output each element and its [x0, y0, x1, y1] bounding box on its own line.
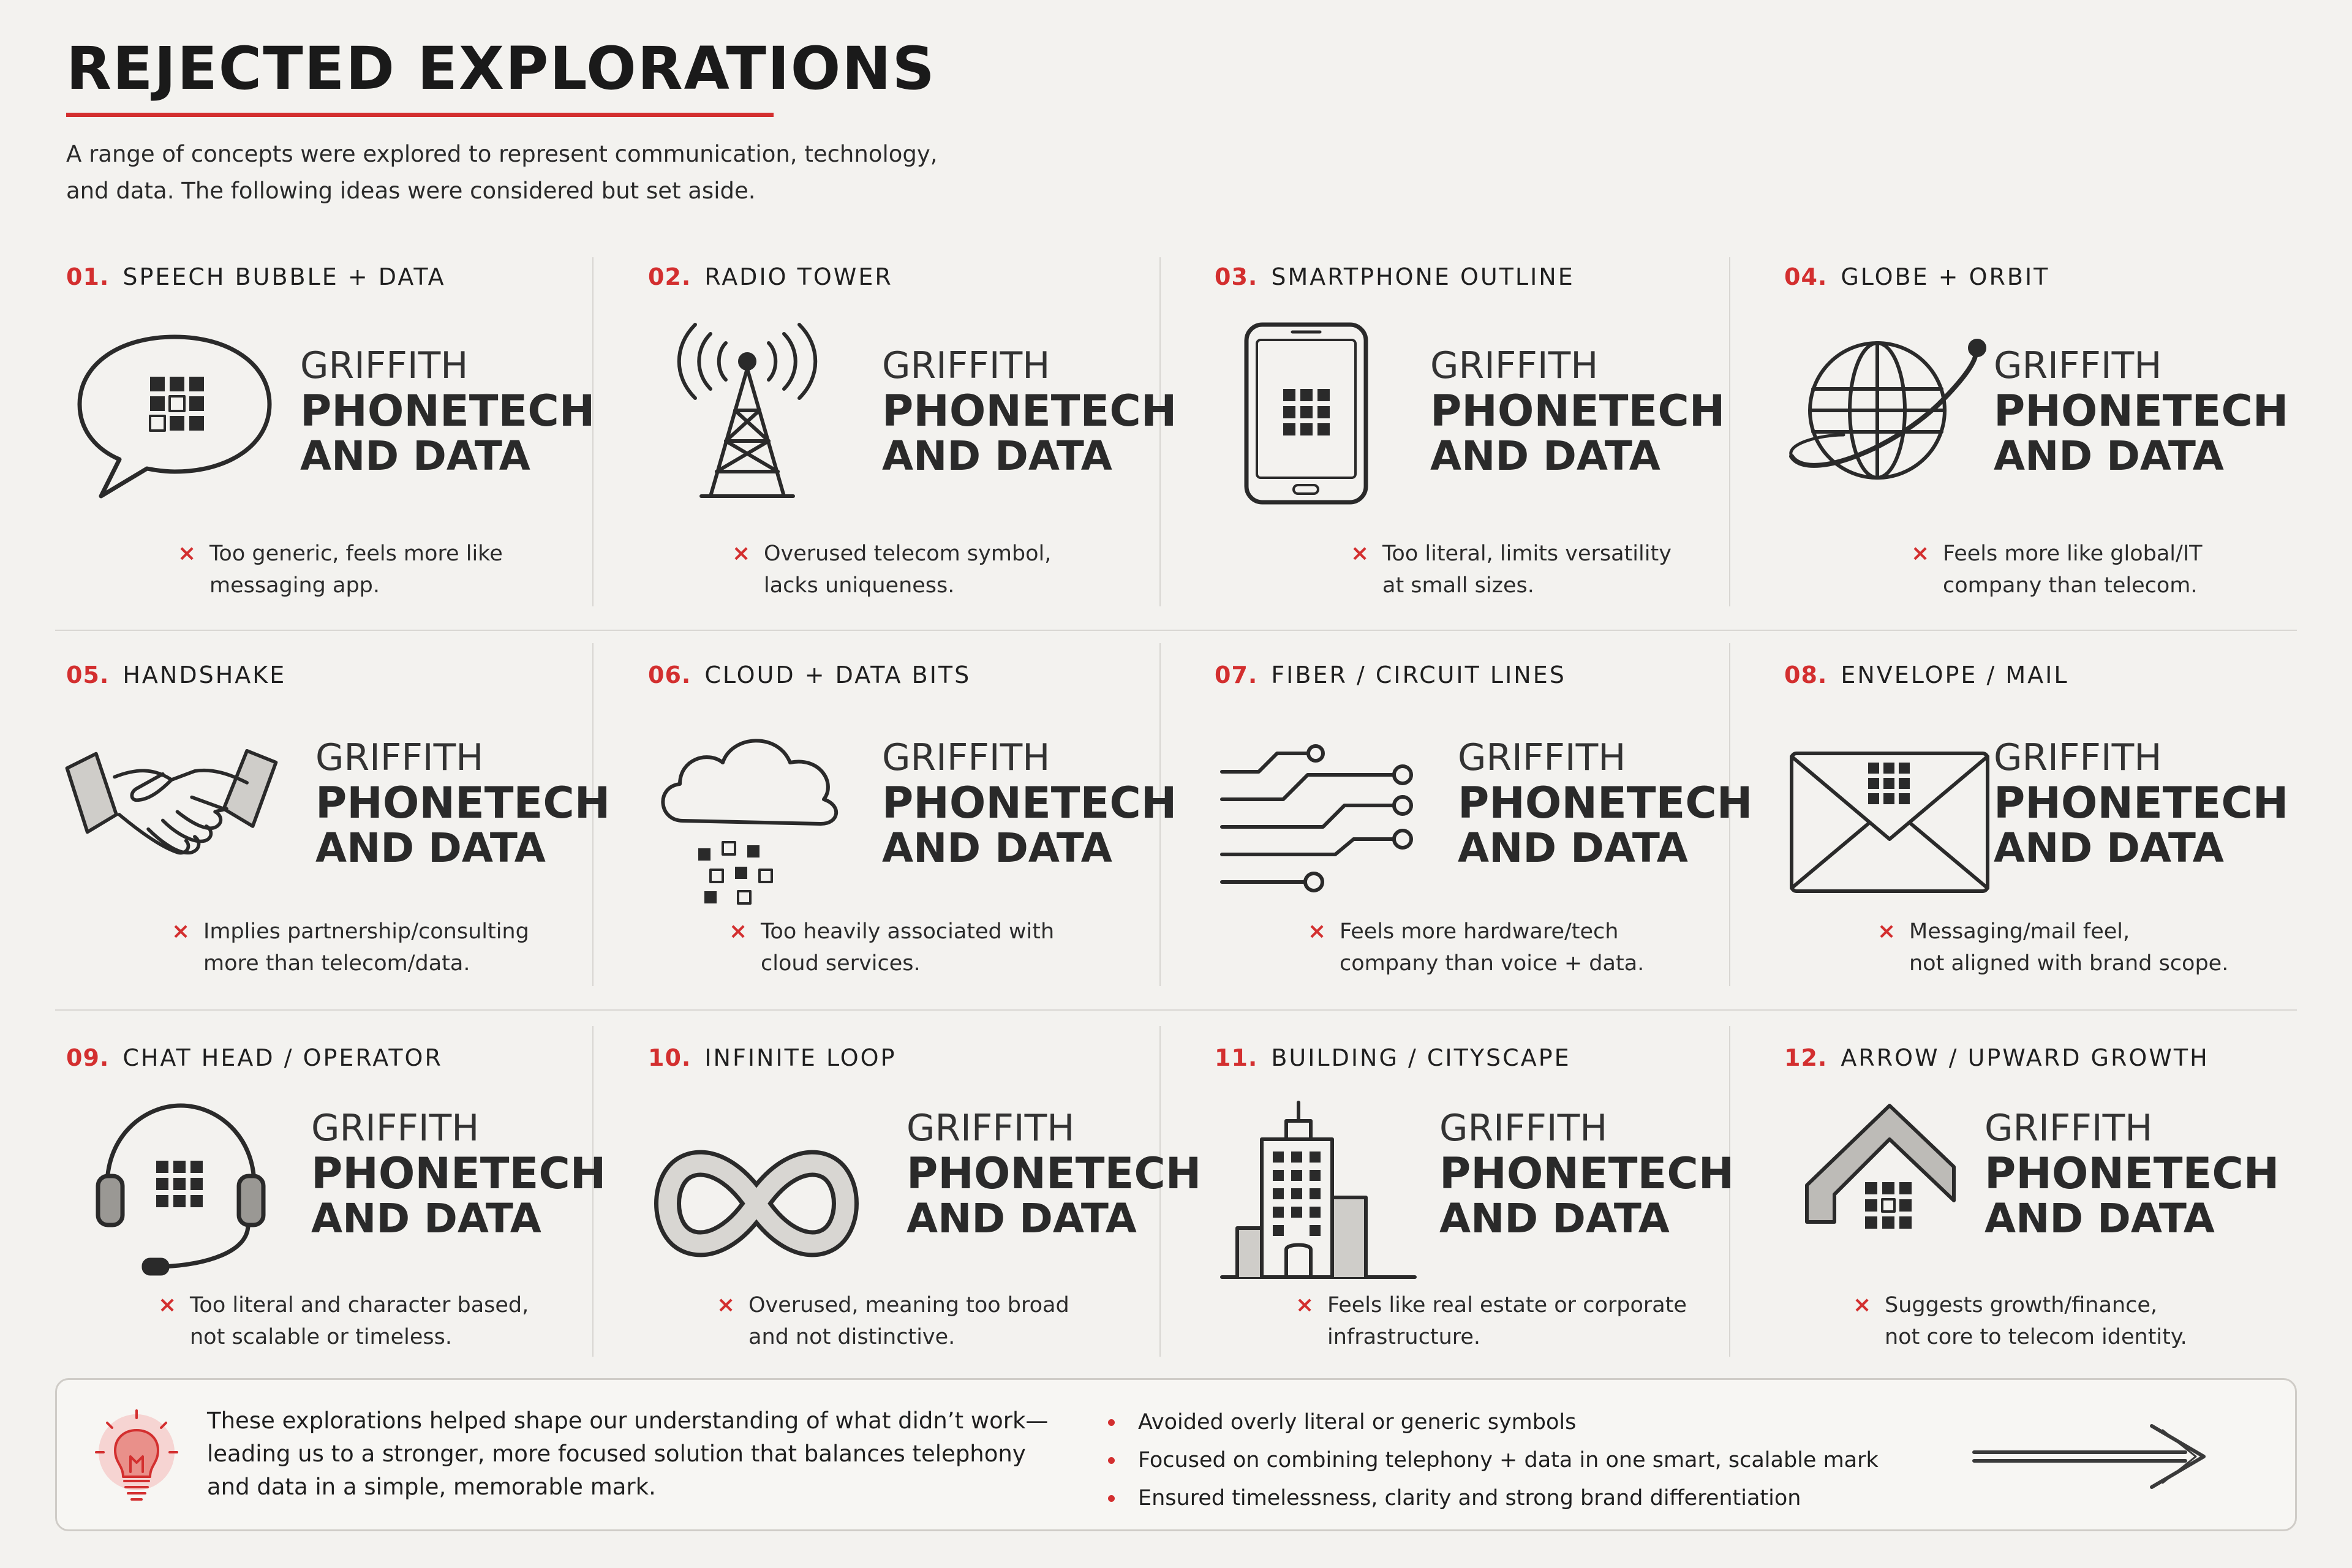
note-line-1: Overused telecom symbol,: [764, 541, 1052, 566]
reject-x-icon: ×: [1308, 919, 1327, 944]
reject-x-icon: ×: [1853, 1292, 1872, 1317]
brand-line-2: PHONETECH: [1430, 386, 1725, 436]
rejection-note: [1351, 538, 1811, 601]
note-line-1: Too heavily associated with: [761, 919, 1055, 944]
concept-title: CLOUD + DATA BITS: [704, 662, 971, 688]
concept-number: 11.: [1215, 1044, 1258, 1071]
note-line-2: not core to telecom identity.: [1885, 1325, 2187, 1349]
rejection-note: [732, 538, 1193, 601]
brand-wordmark: [311, 1106, 606, 1242]
concept-heading: [1784, 1044, 2209, 1071]
concept-title: RADIO TOWER: [704, 263, 893, 290]
concept-number: 06.: [648, 662, 692, 688]
reject-x-icon: ×: [1351, 541, 1370, 566]
note-line-1: Feels more like global/IT: [1943, 541, 2203, 566]
concept-number: 04.: [1784, 263, 1828, 290]
summary-points: [1104, 1403, 1879, 1517]
concept-card: [1773, 1032, 2343, 1393]
reject-x-icon: ×: [1911, 541, 1930, 566]
summary-line-3: and data in a simple, memorable mark.: [207, 1474, 656, 1500]
concept-number: 05.: [66, 662, 110, 688]
note-line-1: Suggests growth/finance,: [1885, 1293, 2158, 1317]
concept-card: [55, 1032, 625, 1393]
brand-line-3: AND DATA: [1994, 432, 2224, 480]
brand-line-1: GRIFFITH: [1430, 344, 1599, 387]
brand-line-1: GRIFFITH: [882, 344, 1050, 387]
cloud-data-icon: [646, 717, 867, 913]
reject-x-icon: ×: [158, 1292, 177, 1317]
brand-line-1: GRIFFITH: [300, 344, 469, 387]
concept-number: 12.: [1784, 1044, 1828, 1071]
concept-title: BUILDING / CITYSCAPE: [1271, 1044, 1571, 1071]
brand-wordmark: [1985, 1106, 2279, 1242]
globe-orbit-icon: [1782, 312, 2003, 508]
brand-line-3: AND DATA: [300, 432, 530, 480]
arrow-right-icon: [1968, 1417, 2213, 1496]
rejection-note: [178, 538, 638, 601]
summary-panel: [55, 1378, 2297, 1531]
rejection-note: [158, 1289, 619, 1353]
brand-line-3: AND DATA: [882, 824, 1112, 872]
note-line-2: and not distinctive.: [748, 1325, 956, 1349]
rejection-note: [717, 1289, 1177, 1353]
brand-line-1: GRIFFITH: [1994, 736, 2162, 779]
brand-line-3: AND DATA: [907, 1195, 1137, 1242]
brand-line-1: GRIFFITH: [1985, 1107, 2153, 1150]
note-line-1: Implies partnership/consulting: [203, 919, 529, 944]
concept-title: SPEECH BUBBLE + DATA: [123, 263, 446, 290]
concept-card: [1204, 251, 1773, 612]
note-line-2: lacks uniqueness.: [764, 573, 955, 598]
concept-card: [637, 649, 1207, 1011]
concept-card: [1773, 251, 2343, 612]
infinity-loop-icon: [646, 1106, 867, 1302]
brand-line-2: PHONETECH: [882, 386, 1177, 436]
brand-wordmark: [315, 735, 610, 871]
note-line-2: messaging app.: [209, 573, 380, 598]
reject-x-icon: ×: [1877, 919, 1896, 944]
handshake-icon: [61, 717, 282, 913]
concept-number: 08.: [1784, 662, 1828, 688]
summary-text: [207, 1404, 1052, 1504]
summary-point: Ensured timelessness, clarity and strong brand differentiation: [1104, 1479, 1879, 1517]
concept-heading: [1784, 662, 2069, 688]
concept-card: [55, 251, 625, 612]
note-line-2: at small sizes.: [1382, 573, 1534, 598]
brand-line-2: PHONETECH: [1985, 1148, 2280, 1199]
note-line-2: more than telecom/data.: [203, 951, 470, 976]
reject-x-icon: ×: [1295, 1292, 1314, 1317]
concept-heading: [66, 263, 446, 290]
brand-line-1: GRIFFITH: [882, 736, 1050, 779]
building-icon: [1213, 1093, 1433, 1289]
concept-heading: [66, 1044, 443, 1071]
concept-heading: [1784, 263, 2049, 290]
concept-number: 03.: [1215, 263, 1258, 290]
brand-line-2: PHONETECH: [300, 386, 595, 436]
brand-wordmark: [1458, 735, 1752, 871]
note-line-2: not aligned with brand scope.: [1909, 951, 2229, 976]
concept-title: ARROW / UPWARD GROWTH: [1841, 1044, 2209, 1071]
brand-line-3: AND DATA: [1439, 1195, 1670, 1242]
concept-heading: [1215, 1044, 1571, 1071]
concept-title: INFINITE LOOP: [704, 1044, 897, 1071]
concept-number: 01.: [66, 263, 110, 290]
speech-bubble-icon: [64, 312, 285, 508]
brand-line-3: AND DATA: [1430, 432, 1660, 480]
summary-point: Focused on combining telephony + data in one smart, scalable mark: [1104, 1441, 1879, 1479]
brand-wordmark: [882, 735, 1177, 871]
rejection-note: [1295, 1289, 1756, 1353]
brand-wordmark: [1994, 343, 2288, 479]
radio-tower-icon: [646, 312, 867, 508]
brand-line-1: GRIFFITH: [1439, 1107, 1608, 1150]
note-line-1: Too generic, feels more like: [209, 541, 503, 566]
concept-number: 10.: [648, 1044, 692, 1071]
brand-line-2: PHONETECH: [907, 1148, 1202, 1199]
brand-line-3: AND DATA: [1994, 824, 2224, 872]
note-line-1: Overused, meaning too broad: [748, 1293, 1069, 1317]
concept-title: CHAT HEAD / OPERATOR: [123, 1044, 443, 1071]
brand-wordmark: [1439, 1106, 1734, 1242]
note-line-2: company than telecom.: [1943, 573, 2198, 598]
brand-line-1: GRIFFITH: [311, 1107, 480, 1150]
envelope-icon: [1782, 729, 2003, 925]
brand-line-2: PHONETECH: [1458, 778, 1753, 828]
lightbulb-icon: [88, 1404, 186, 1515]
page-title: REJECTED EXPLORATIONS: [66, 34, 936, 103]
reject-x-icon: ×: [717, 1292, 736, 1317]
note-line-2: cloud services.: [761, 951, 921, 976]
concept-title: FIBER / CIRCUIT LINES: [1271, 662, 1566, 688]
concept-heading: [1215, 263, 1575, 290]
note-line-1: Too literal and character based,: [190, 1293, 529, 1317]
brand-line-1: GRIFFITH: [1458, 736, 1626, 779]
summary-line-2: leading us to a stronger, more focused solution that balances telephony: [207, 1441, 1026, 1467]
concept-number: 07.: [1215, 662, 1258, 688]
intro-line-2: and data. The following ideas were considered but set aside.: [66, 178, 756, 204]
concept-heading: [648, 1044, 897, 1071]
summary-line-1: These explorations helped shape our understanding of what didn’t work—: [207, 1408, 1049, 1434]
brand-line-2: PHONETECH: [315, 778, 611, 828]
concept-card: [55, 649, 625, 1011]
brand-wordmark: [300, 343, 595, 479]
smartphone-icon: [1213, 312, 1433, 508]
brand-line-2: PHONETECH: [1994, 778, 2289, 828]
brand-line-2: PHONETECH: [1439, 1148, 1735, 1199]
reject-x-icon: ×: [729, 919, 748, 944]
circuit-lines-icon: [1213, 729, 1433, 925]
brand-line-3: AND DATA: [1985, 1195, 2215, 1242]
concept-title: GLOBE + ORBIT: [1841, 263, 2050, 290]
concept-heading: [1215, 662, 1566, 688]
concept-number: 09.: [66, 1044, 110, 1071]
concept-title: SMARTPHONE OUTLINE: [1271, 263, 1575, 290]
intro-line-1: A range of concepts were explored to represent communication, technology,: [66, 141, 938, 167]
brand-line-3: AND DATA: [1458, 824, 1688, 872]
grid-divider: [55, 630, 2297, 631]
brand-line-1: GRIFFITH: [1994, 344, 2162, 387]
brand-line-2: PHONETECH: [311, 1148, 606, 1199]
reject-x-icon: ×: [172, 919, 190, 944]
brand-line-1: GRIFFITH: [907, 1107, 1075, 1150]
rejection-note: [1308, 916, 1768, 979]
concept-card: [1773, 649, 2343, 1011]
concept-heading: [648, 662, 971, 688]
brand-line-3: AND DATA: [311, 1195, 541, 1242]
rejection-note: [729, 916, 1189, 979]
note-line-2: not scalable or timeless.: [190, 1325, 452, 1349]
rejection-note: [1877, 916, 2338, 979]
brand-line-3: AND DATA: [315, 824, 546, 872]
concept-heading: [66, 662, 286, 688]
note-line-2: infrastructure.: [1327, 1325, 1481, 1349]
headset-operator-icon: [83, 1093, 303, 1289]
concept-card: [637, 1032, 1207, 1393]
rejection-note: [172, 916, 632, 979]
rejection-note: [1853, 1289, 2313, 1353]
brand-wordmark: [882, 343, 1177, 479]
note-line-1: Feels more hardware/tech: [1340, 919, 1619, 944]
brand-wordmark: [1994, 735, 2288, 871]
concept-card: [637, 251, 1207, 612]
brand-line-2: PHONETECH: [1994, 386, 2289, 436]
concept-number: 02.: [648, 263, 692, 290]
concept-grid: [55, 251, 2297, 1348]
intro-text: [66, 136, 1009, 209]
brand-line-3: AND DATA: [882, 432, 1112, 480]
concept-title: ENVELOPE / MAIL: [1841, 662, 2069, 688]
brand-wordmark: [1430, 343, 1725, 479]
reject-x-icon: ×: [732, 541, 751, 566]
concept-card: [1204, 1032, 1773, 1393]
note-line-2: company than voice + data.: [1340, 951, 1645, 976]
concept-card: [1204, 649, 1773, 1011]
concept-title: HANDSHAKE: [123, 662, 287, 688]
brand-wordmark: [907, 1106, 1201, 1242]
reject-x-icon: ×: [178, 541, 197, 566]
note-line-1: Too literal, limits versatility: [1382, 541, 1672, 566]
rejection-note: [1911, 538, 2352, 601]
note-line-1: Feels like real estate or corporate: [1327, 1293, 1687, 1317]
brand-line-1: GRIFFITH: [315, 736, 484, 779]
title-underline: [66, 113, 774, 117]
note-line-1: Messaging/mail feel,: [1909, 919, 2130, 944]
concept-heading: [648, 263, 893, 290]
summary-point: Avoided overly literal or generic symbols: [1104, 1403, 1879, 1441]
brand-line-2: PHONETECH: [882, 778, 1177, 828]
